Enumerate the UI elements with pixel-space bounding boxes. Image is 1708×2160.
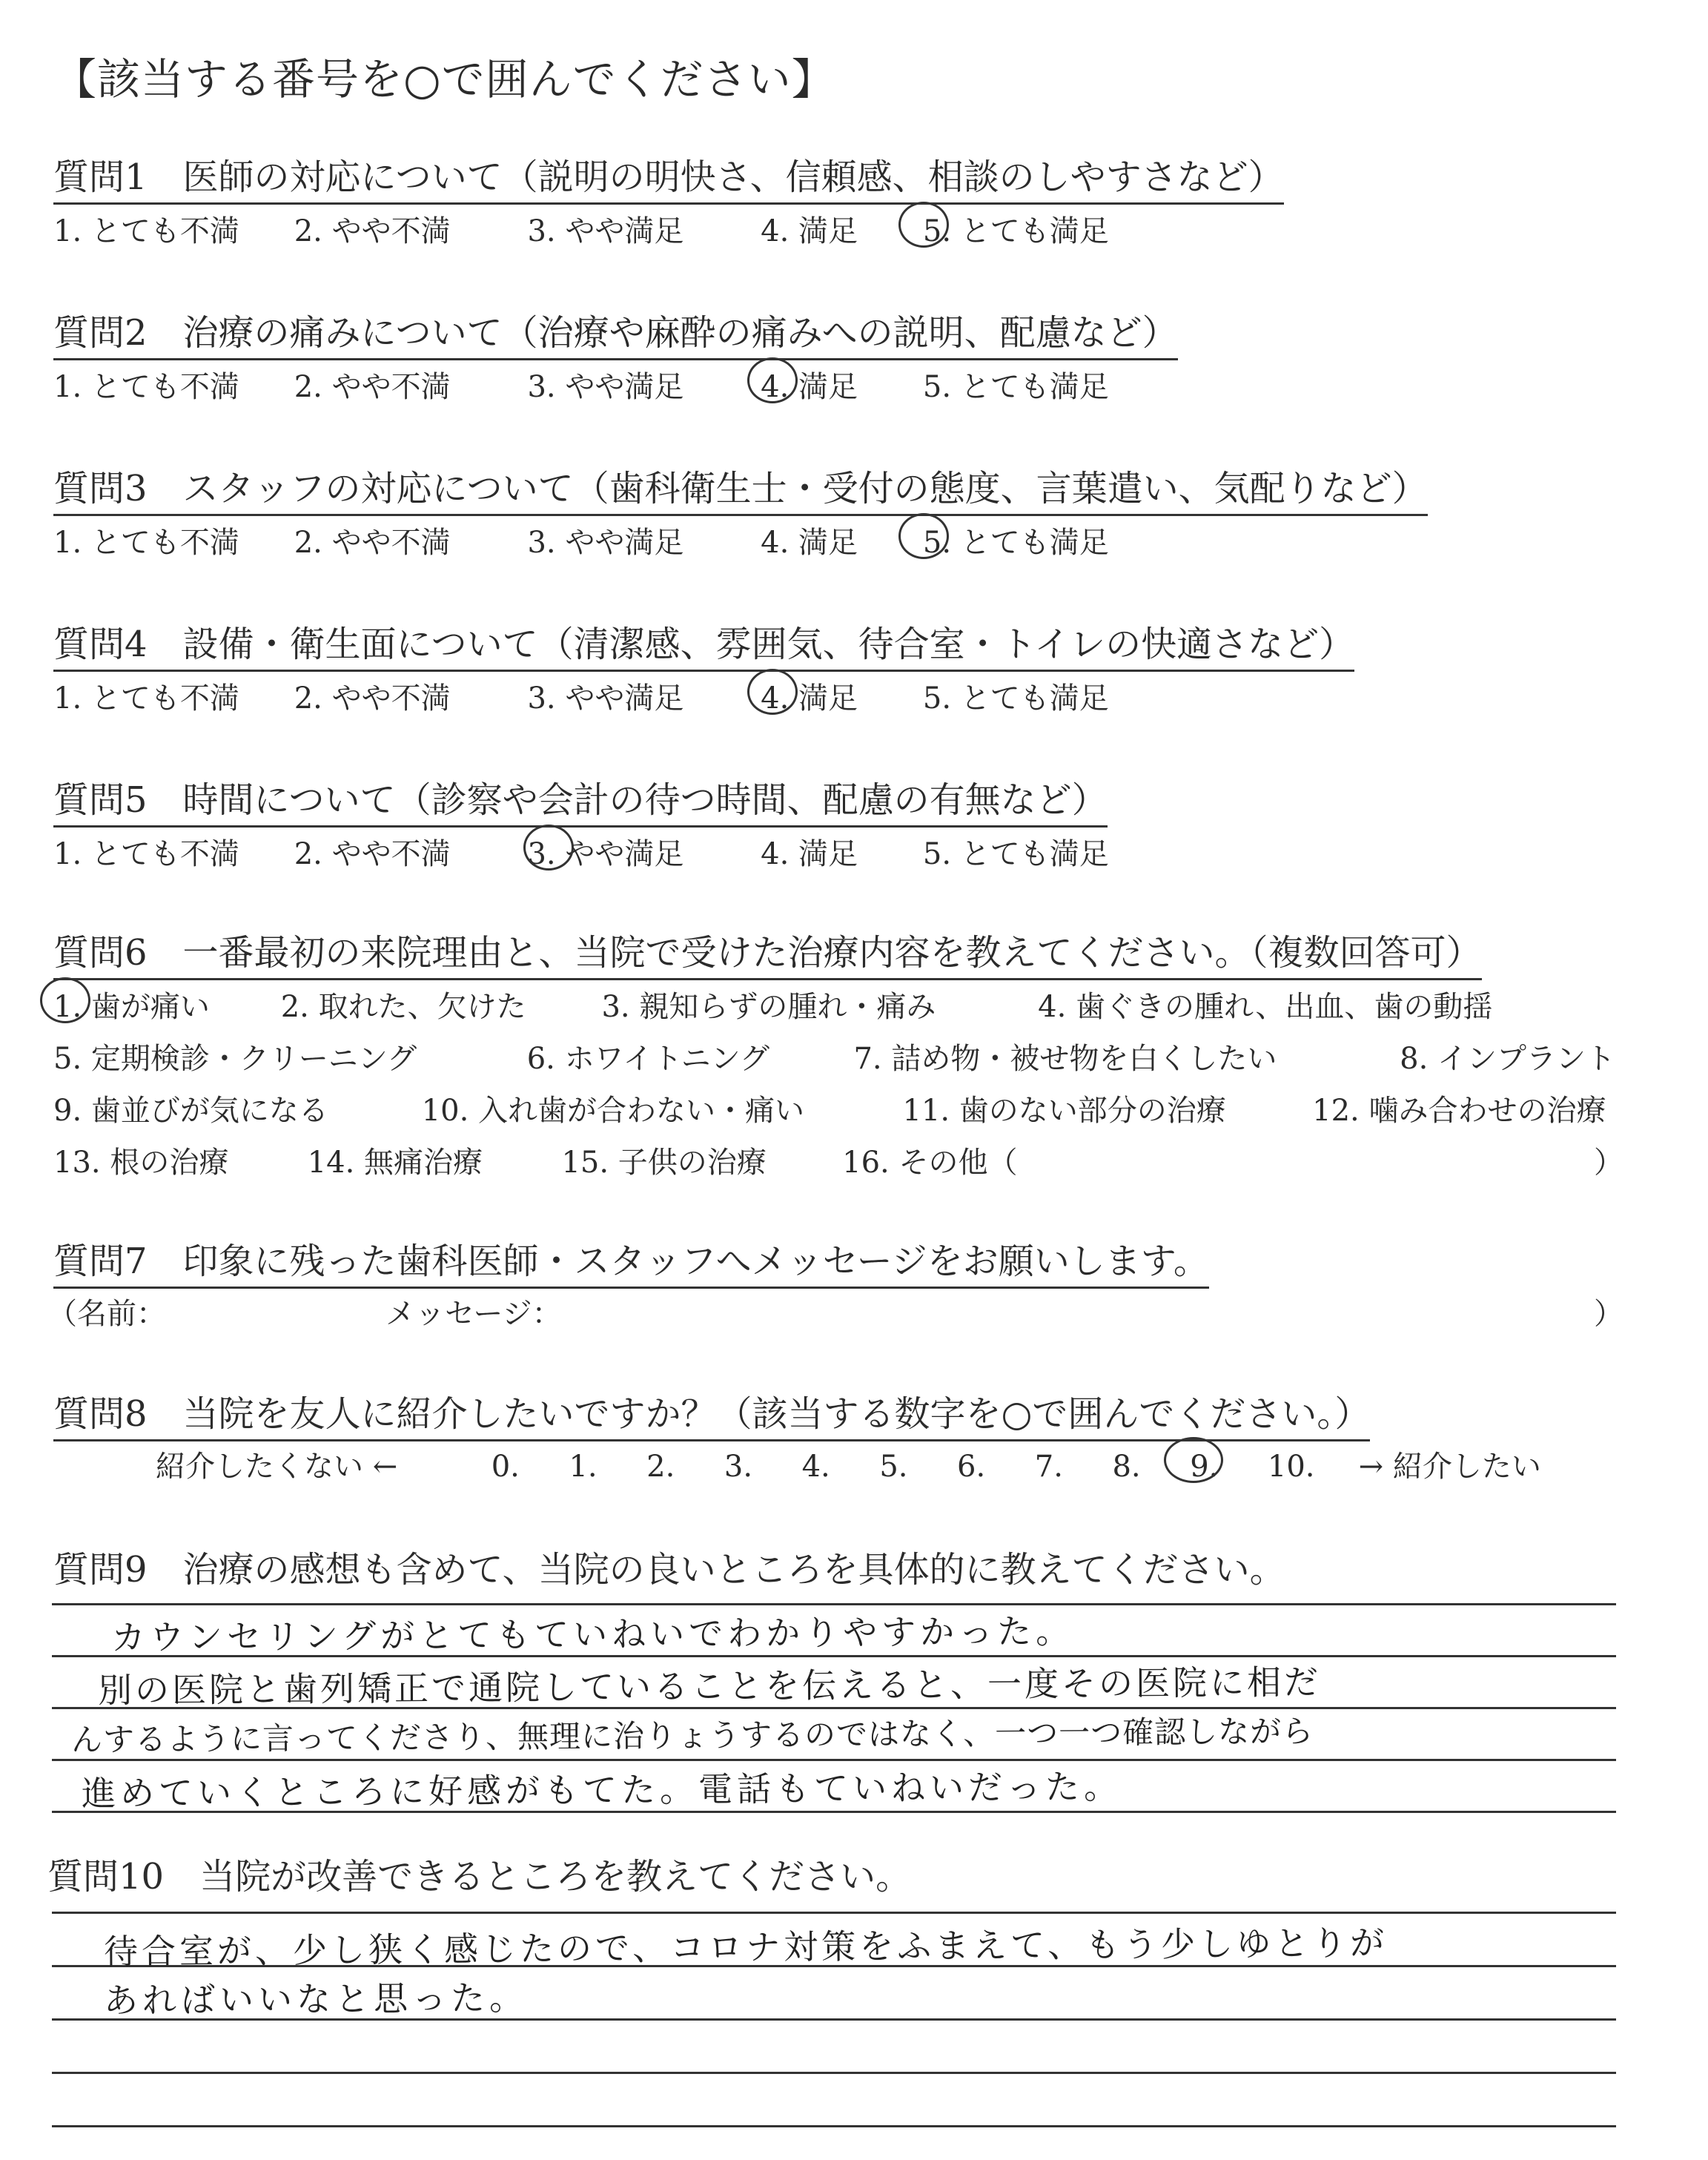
q4-selected-circle [747, 669, 798, 715]
q8-number-2[interactable]: 2. [646, 1450, 675, 1484]
q5-option-1[interactable]: 1. とても不満 [53, 837, 239, 871]
q5-title: 質問5 時間について（診察や会計の待つ時間、配慮の有無など） [53, 771, 1108, 828]
q6-selected-circle [40, 977, 90, 1023]
q6-option-16[interactable]: 16. その他（ [842, 1146, 1018, 1180]
q3-option-4[interactable]: 4. 満足 [761, 526, 858, 560]
q1-option-5[interactable]: 5. とても満足 [922, 214, 1109, 248]
q8-right-label: → 紹介したい [1358, 1450, 1541, 1484]
q6-other-close: ） [1594, 1146, 1623, 1180]
q6-option-7[interactable]: 7. 詰め物・被せ物を白くしたい [853, 1042, 1277, 1076]
q2-option-1[interactable]: 1. とても不満 [53, 370, 239, 404]
q4-options [53, 675, 1109, 717]
q7-name-label: （名前： [47, 1297, 166, 1331]
q6-option-14[interactable]: 14. 無痛治療 [307, 1146, 483, 1180]
q8-left-label: 紹介したくない ← [156, 1450, 398, 1484]
q8-number-10[interactable]: 10. [1267, 1450, 1315, 1484]
q5-option-2[interactable]: 2. やや不満 [294, 837, 451, 871]
q8-selected-circle [1164, 1437, 1223, 1483]
q3-selected-circle [898, 513, 949, 559]
q3-option-3[interactable]: 3. やや満足 [527, 526, 684, 560]
q4-option-3[interactable]: 3. やや満足 [527, 681, 684, 716]
q6-option-12[interactable]: 12. 噛み合わせの治療 [1312, 1094, 1606, 1128]
q2-options [53, 363, 1109, 406]
q6-option-6[interactable]: 6. ホワイトニング [526, 1042, 769, 1076]
q4-title: 質問4 設備・衛生面について（清潔感、雰囲気、待合室・トイレの快適さなど） [53, 615, 1354, 672]
q6-row-2 [53, 1035, 1615, 1077]
q3-option-5[interactable]: 5. とても満足 [922, 526, 1109, 560]
q1-title: 質問1 医師の対応について（説明の明快さ、信頼感、相談のしやすさなど） [53, 148, 1284, 205]
q4-option-4[interactable]: 4. 満足 [761, 681, 858, 716]
q6-option-3[interactable]: 3. 親知らずの腫れ・痛み [601, 990, 936, 1024]
q1-option-4[interactable]: 4. 満足 [761, 214, 858, 248]
q1-option-1[interactable]: 1. とても不満 [53, 214, 239, 248]
q2-option-4[interactable]: 4. 満足 [761, 370, 858, 404]
q3-option-1[interactable]: 1. とても不満 [53, 526, 239, 560]
q2-selected-circle [747, 357, 798, 403]
q9-answer-line-3: んするように言ってくださり、無理に治りょうするのではなく、一つ一つ確認しながら [70, 1713, 1314, 1758]
q6-option-4[interactable]: 4. 歯ぐきの腫れ、出血、歯の動揺 [1038, 990, 1493, 1024]
q7-close: ） [1594, 1297, 1623, 1331]
q5-options [53, 830, 1109, 873]
q10-writing-line-5 [52, 2125, 1616, 2127]
q9-answer-line-2: 別の医院と歯列矯正で通院していることを伝えると、一度その医院に相だ [97, 1662, 1322, 1711]
q6-option-9[interactable]: 9. 歯並びが気になる [53, 1094, 328, 1128]
q8-scale [156, 1443, 1541, 1485]
q8-number-3[interactable]: 3. [724, 1450, 753, 1484]
q1-options [53, 208, 1109, 250]
q1-option-2[interactable]: 2. やや不満 [294, 214, 451, 248]
q6-option-5[interactable]: 5. 定期検診・クリーニング [53, 1042, 417, 1076]
q3-option-2[interactable]: 2. やや不満 [294, 526, 451, 560]
q9-answer-line-4: 進めていくところに好感がもてた。電話もていねいだった。 [81, 1766, 1123, 1814]
q5-option-4[interactable]: 4. 満足 [761, 837, 858, 871]
q4-option-2[interactable]: 2. やや不満 [294, 681, 451, 716]
q9-writing-line-4 [52, 1759, 1616, 1761]
q6-option-13[interactable]: 13. 根の治療 [53, 1146, 229, 1180]
q10-writing-line-1 [52, 1912, 1616, 1914]
q2-option-2[interactable]: 2. やや不満 [294, 370, 451, 404]
q8-number-7[interactable]: 7. [1034, 1450, 1063, 1484]
q1-selected-circle [898, 202, 949, 248]
q2-option-3[interactable]: 3. やや満足 [527, 370, 684, 404]
q5-option-3[interactable]: 3. やや満足 [527, 837, 684, 871]
q8-number-8[interactable]: 8. [1112, 1450, 1141, 1484]
q6-option-11[interactable]: 11. 歯のない部分の治療 [902, 1094, 1226, 1128]
q3-title: 質問3 スタッフの対応について（歯科衛生士・受付の態度、言葉遣い、気配りなど） [53, 460, 1428, 516]
q10-answer-line-1: 待合室が、少し狭く感じたので、コロナ対策をふまえて、もう少しゆとりが [103, 1922, 1388, 1972]
q6-option-2[interactable]: 2. 取れた、欠けた [280, 990, 526, 1024]
q8-number-6[interactable]: 6. [957, 1450, 986, 1484]
q6-row-3 [53, 1087, 1606, 1129]
q8-title: 質問8 当院を友人に紹介したいですか？（該当する数字を○で囲んでください。） [53, 1385, 1370, 1441]
q7-message-label: メッセージ： [385, 1297, 562, 1331]
q9-writing-line-1 [52, 1603, 1616, 1605]
q10-writing-line-4 [52, 2072, 1616, 2074]
q6-row-1 [53, 983, 1492, 1025]
q8-number-5[interactable]: 5. [879, 1450, 908, 1484]
q7-title: 質問7 印象に残った歯科医師・スタッフへメッセージをお願いします。 [53, 1232, 1209, 1289]
q6-row-4 [53, 1139, 1017, 1181]
q10-answer-line-2: あればいいなと思った。 [103, 1978, 529, 2021]
q6-title: 質問6 一番最初の来院理由と、当院で受けた治療内容を教えてください。（複数回答可） [53, 924, 1482, 980]
q6-option-10[interactable]: 10. 入れ歯が合わない・痛い [421, 1094, 805, 1128]
q6-option-15[interactable]: 15. 子供の治療 [561, 1146, 767, 1180]
q4-option-5[interactable]: 5. とても満足 [922, 681, 1109, 716]
q5-option-5[interactable]: 5. とても満足 [922, 837, 1109, 871]
q5-selected-circle [523, 825, 574, 871]
q4-option-1[interactable]: 1. とても不満 [53, 681, 239, 716]
q10-title: 質問10 当院が改善できるところを教えてください。 [47, 1856, 912, 1898]
q8-number-0[interactable]: 0. [491, 1450, 520, 1484]
q8-number-9[interactable]: 9. [1190, 1450, 1219, 1484]
q3-options [53, 519, 1109, 561]
q2-option-5[interactable]: 5. とても満足 [922, 370, 1109, 404]
q6-option-8[interactable]: 8. インプラント [1400, 1042, 1616, 1076]
q6-option-1[interactable]: 1. 歯が痛い [53, 990, 210, 1024]
q9-answer-line-1: カウンセリングがとてもていねいでわかりやすかった。 [110, 1611, 1075, 1658]
q1-option-3[interactable]: 3. やや満足 [527, 214, 684, 248]
q8-number-1[interactable]: 1. [569, 1450, 598, 1484]
q8-number-4[interactable]: 4. [801, 1450, 830, 1484]
form-header: 【該当する番号を○で囲んでください】 [53, 54, 835, 105]
q2-title: 質問2 治療の痛みについて（治療や麻酔の痛みへの説明、配慮など） [53, 304, 1178, 360]
q9-title: 質問9 治療の感想も含めて、当院の良いところを具体的に教えてください。 [53, 1549, 1285, 1591]
